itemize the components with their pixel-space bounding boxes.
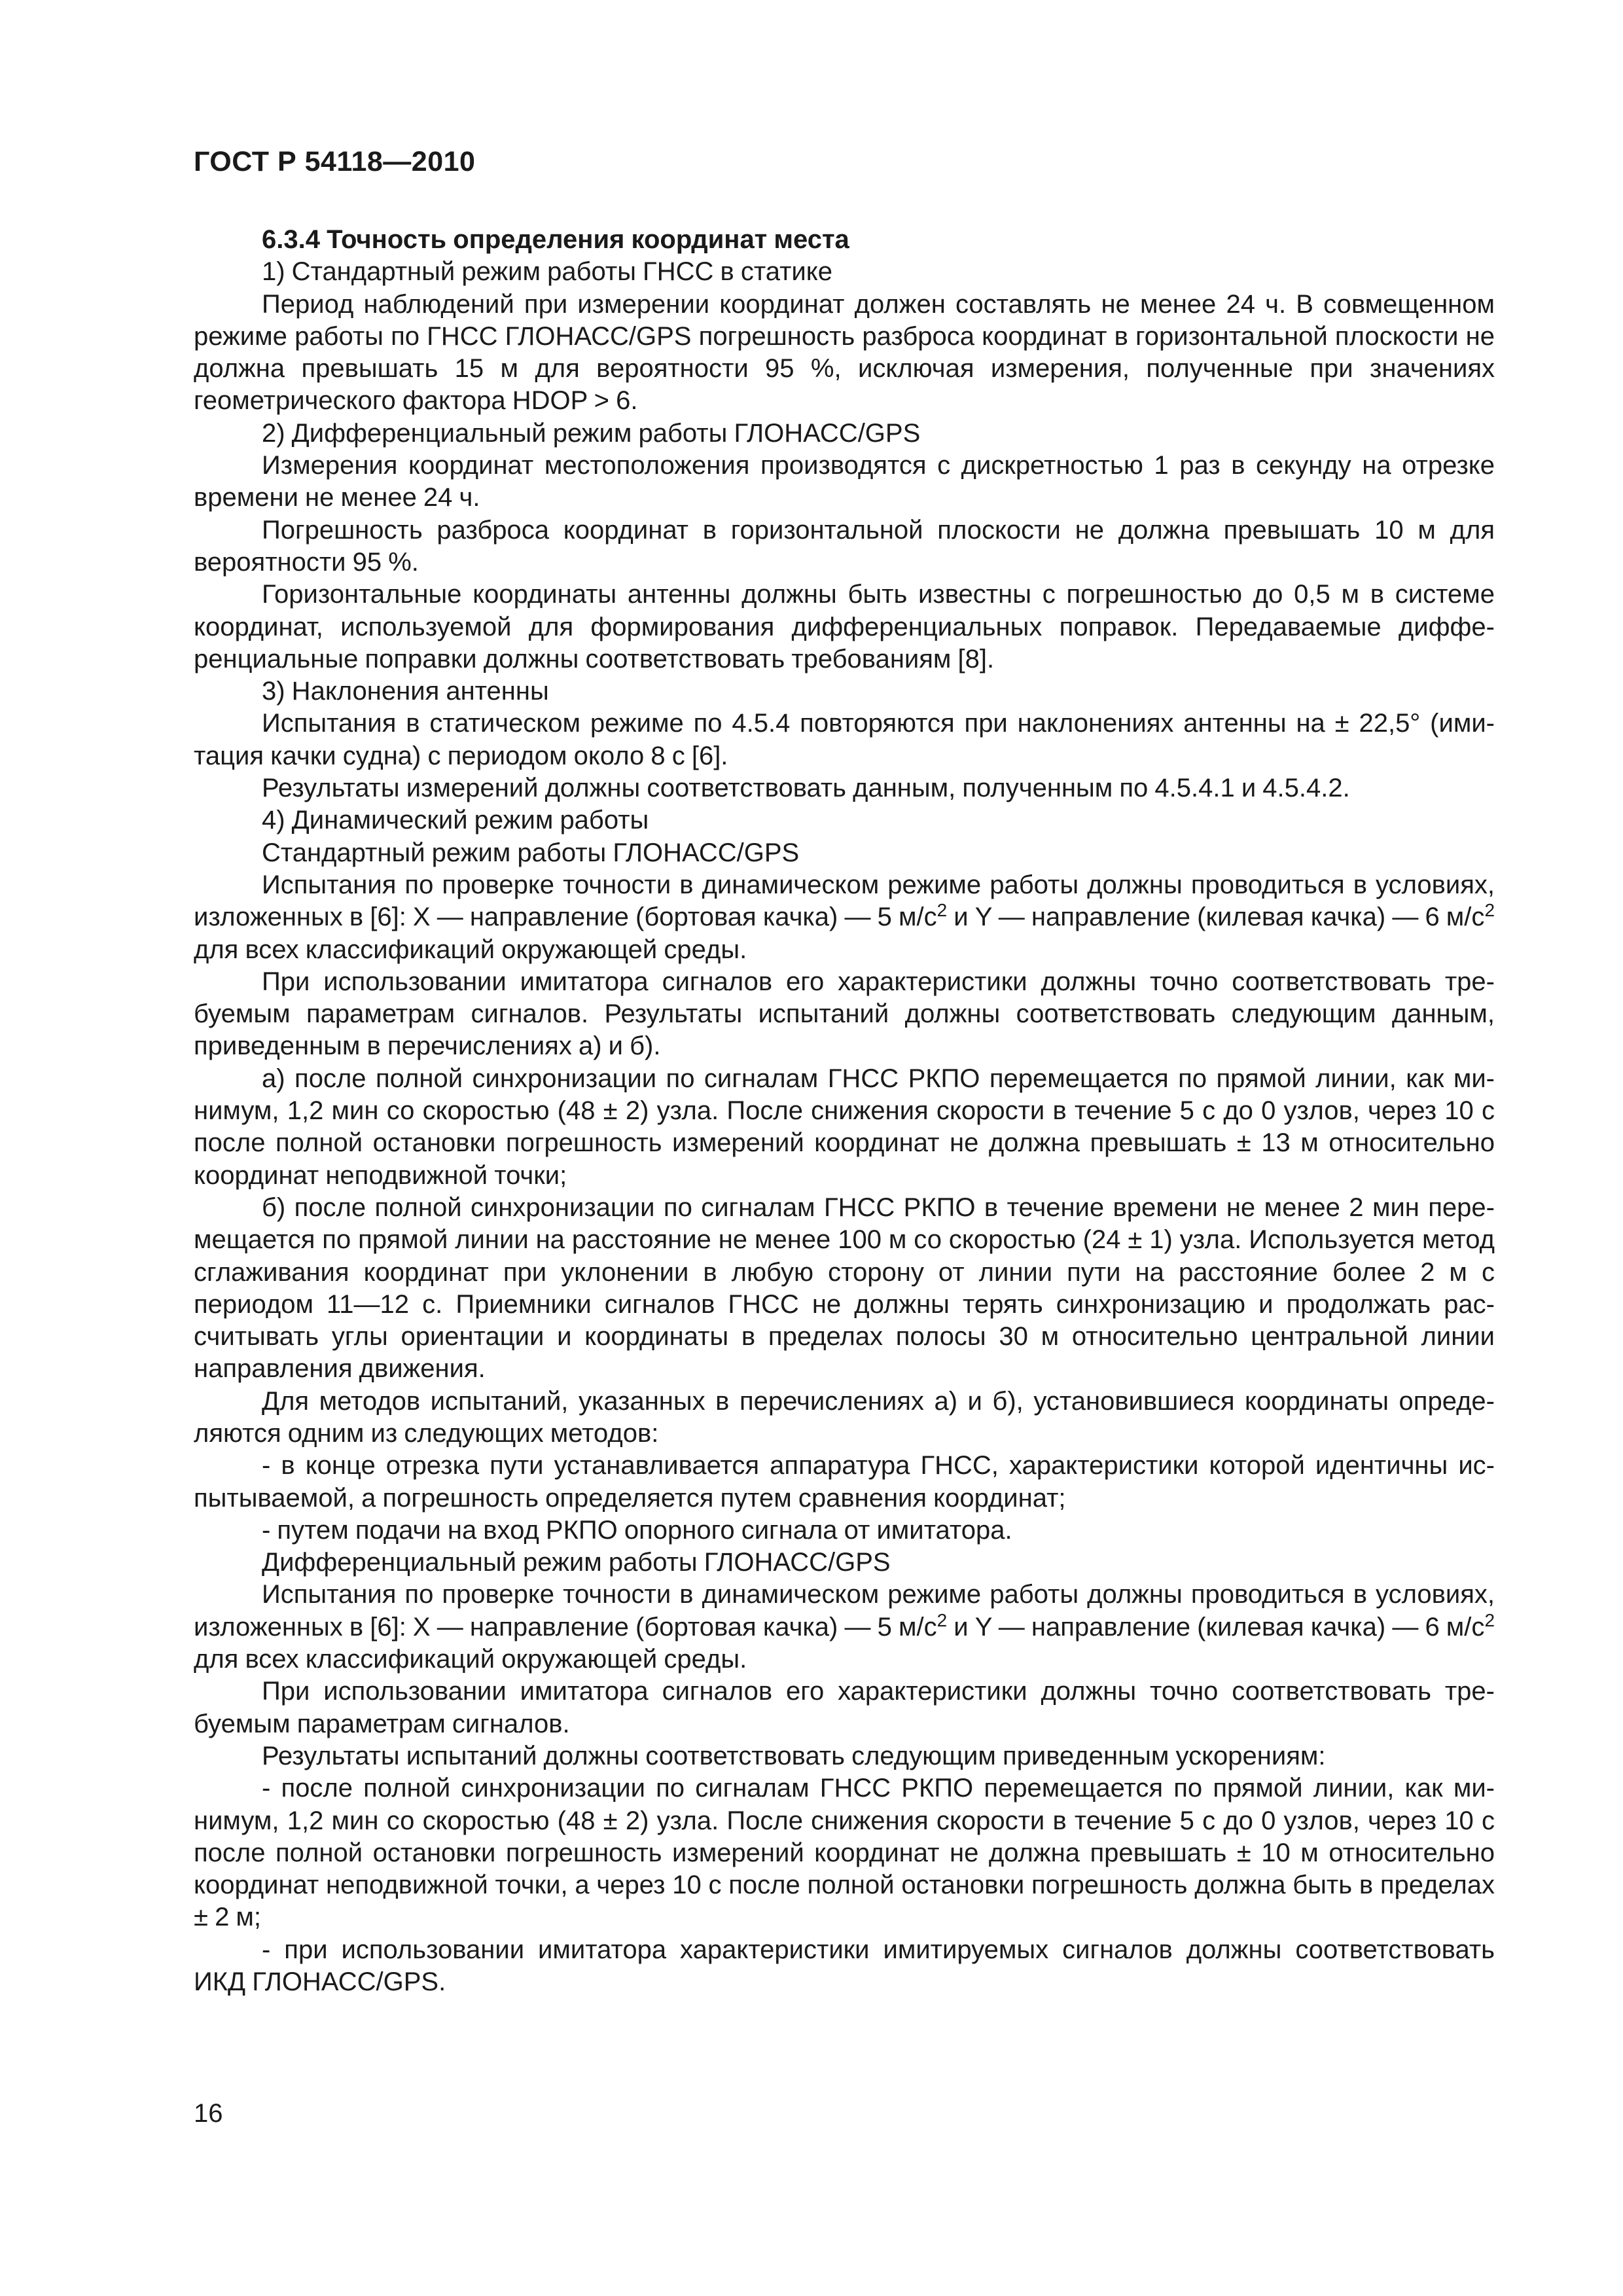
- paragraph: Результаты измерений должны соответствовать данным, полученным по 4.5.4.1 и 4.5.4.2.: [262, 774, 1350, 803]
- list-item: - путем подачи на вход РКПО опорного сигнала от имитатора.: [262, 1515, 1012, 1545]
- text-run: Испытания по проверке точности в динамическом режиме работы должны проводиться в условиях, изложенных в [6]: X — направление (бортовая качка) — 5 м/с: [194, 1580, 1495, 1641]
- paragraph: Для методов испытаний, указанных в перечислениях а) и б), установившиеся координаты определяются одним из следующих методов:: [194, 1386, 1495, 1448]
- list-item: - при использовании имитатора характеристики имитируемых сигналов должны соответствовать ИКД ГЛОНАСС/GPS.: [194, 1935, 1495, 1997]
- superscript: 2: [936, 900, 948, 921]
- superscript: 2: [1484, 900, 1495, 921]
- section-heading: 6.3.4 Точность определения координат места: [262, 225, 849, 254]
- paragraph: Стандартный режим работы ГЛОНАСС/GPS: [262, 838, 800, 867]
- list-item: - после полной синхронизации по сигналам ГНСС РКПО перемещается по прямой линии, как минимум, 1,2 мин со скоростью (48 ± 2) узла. После снижения скорости в течение 5 с до 0 узлов, через 10 с после полной остановки погрешность измерений координат не должна превышать ± 10 м относительно координат неподвижной точки, а через 10 с после полной остановки погрешность должна быть в пределах ± 2 м;: [194, 1774, 1495, 1932]
- list-item: б) после полной синхронизации по сигналам ГНСС РКПО в течение времени не менее 2 мин перемещается по прямой линии на расстояние не менее 100 м со скоростью (24 ± 1) узла. Используется метод сглаживания координат при уклонении в любую сторону от линии пути на расстояние более 2 м с периодом 11—12 с. Приемники сигналов ГНСС не должны терять синхронизацию и продолжать рассчитывать углы ориентации и координаты в пределах полосы 30 м относительно центральной линии направления движения.: [194, 1193, 1495, 1384]
- subsection-title: 4) Динамический режим работы: [262, 806, 649, 835]
- subsection-title: 3) Наклонения антенны: [262, 677, 549, 706]
- document-body: [194, 224, 1495, 1998]
- text-run: и Y — направление (килевая качка) — 6 м/с: [947, 1612, 1485, 1641]
- paragraph: При использовании имитатора сигналов его характеристики должны точно соответствовать требуемым параметрам сигналов. Результаты испытаний должны соответствовать следующим данным, приведенным в перечислениях а) и б).: [194, 967, 1495, 1061]
- page-number: 16: [194, 2099, 223, 2128]
- paragraph: Период наблюдений при измерении координат должен составлять не менее 24 ч. В совмещенном режиме работы по ГНСС ГЛОНАСС/GPS погрешность разброса координат в горизонтальной плоскости не должна превышать 15 м для вероятности 95 %, исключая измерения, полученные при значениях геометрического фактора HDOP > 6.: [194, 289, 1495, 416]
- superscript: 2: [936, 1609, 948, 1630]
- superscript: 2: [1484, 1609, 1495, 1630]
- text-run: и Y — направление (килевая качка) — 6 м/с: [947, 903, 1485, 932]
- list-item: а) после полной синхронизации по сигналам ГНСС РКПО перемещается по прямой линии, как минимум, 1,2 мин со скоростью (48 ± 2) узла. После снижения скорости в течение 5 с до 0 узлов, через 10 с после полной остановки погрешность измерений координат не должна превышать ± 13 м относительно координат неподвижной точки;: [194, 1064, 1495, 1190]
- text-run: Испытания по проверке точности в динамическом режиме работы должны проводиться в условиях, изложенных в [6]: X — направление (бортовая качка) — 5 м/с: [194, 870, 1495, 932]
- text-run: для всех классификаций окружающей среды.: [194, 1645, 747, 1674]
- list-item: - в конце отрезка пути устанавливается аппаратура ГНСС, характеристики которой идентичны испытываемой, а погрешность определяется путем сравнения координат;: [194, 1451, 1495, 1513]
- subsection-title: Дифференциальный режим работы ГЛОНАСС/GPS: [262, 1548, 891, 1577]
- paragraph: Погрешность разброса координат в горизонтальной плоскости не должна превышать 10 м для вероятности 95 %.: [194, 515, 1495, 577]
- paragraph: Испытания в статическом режиме по 4.5.4 повторяются при наклонениях антенны на ± 22,5° (имитация качки судна) с периодом около 8 с [6].: [194, 709, 1495, 770]
- paragraph: Результаты испытаний должны соответствовать следующим приведенным ускорениям:: [262, 1741, 1326, 1770]
- text-run: для всех классификаций окружающей среды.: [194, 935, 747, 964]
- subsection-title: 2) Дифференциальный режим работы ГЛОНАСС/GPS: [262, 418, 921, 448]
- subsection-title: 1) Стандартный режим работы ГНСС в статике: [262, 257, 832, 287]
- paragraph: Измерения координат местоположения производятся с дискретностью 1 раз в секунду на отрезке времени не менее 24 ч.: [194, 451, 1495, 512]
- paragraph-with-superscript: [194, 1579, 1495, 1676]
- paragraph: При использовании имитатора сигналов его характеристики должны точно соответствовать требуемым параметрам сигналов.: [194, 1677, 1495, 1738]
- document-header: ГОСТ Р 54118—2010: [194, 146, 476, 177]
- paragraph: Горизонтальные координаты антенны должны быть известны с погрешностью до 0,5 м в системе координат, используемой для формирования дифференциальных поправок. Передаваемые дифференциальные поправки должны соответствовать требованиям [8].: [194, 580, 1495, 673]
- paragraph-with-superscript: [194, 869, 1495, 966]
